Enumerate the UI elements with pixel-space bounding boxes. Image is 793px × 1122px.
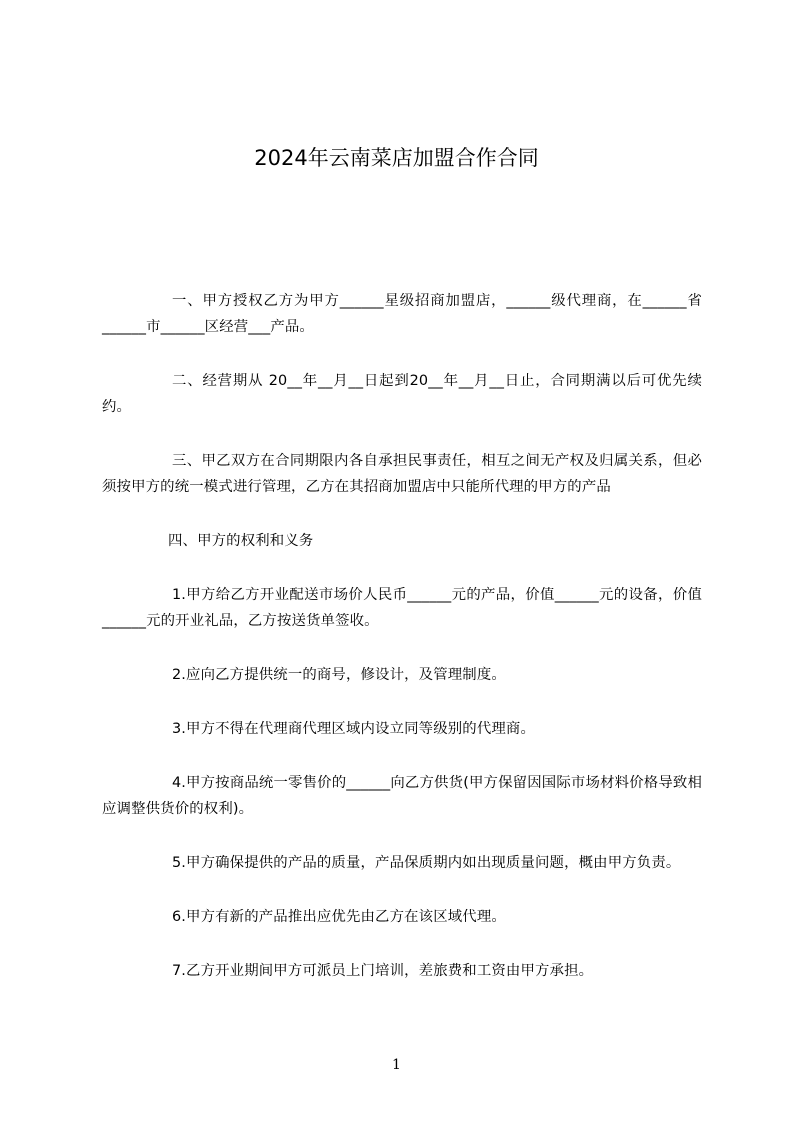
- list-item: 4.甲方按商品统一零售价的______向乙方供货(甲方保留因国际市场材料价格导致相应调整供货价的权利)。: [102, 775, 702, 817]
- page-title: 2024年云南菜店加盟合作合同: [254, 146, 539, 170]
- clause-3-liability: 三、甲乙双方在合同期限内各自承担民事责任，相互之间无产权及归属关系，但必须按甲方的统一模式进行管理，乙方在其招商加盟店中只能所代理的甲方的产品: [102, 453, 702, 495]
- list-item: 6.甲方有新的产品推出应优先由乙方在该区域代理。: [172, 909, 506, 925]
- list-item: 3.甲方不得在代理商代理区域内设立同等级别的代理商。: [172, 721, 536, 737]
- list-item: 5.甲方确保提供的产品的质量，产品保质期内如出现质量问题，概由甲方负责。: [172, 855, 681, 871]
- clause-2-term: 二、经营期从 20__年__月__日起到20__年__月__日止，合同期满以后可优先续约。: [102, 373, 702, 415]
- contract-body: [102, 288, 702, 984]
- list-item: 1.甲方给乙方开业配送市场价人民币______元的产品，价值______元的设备，价值______元的开业礼品，乙方按送货单签收。: [102, 587, 702, 629]
- clause-1-authorization: 一、甲方授权乙方为甲方______星级招商加盟店，______级代理商，在______省______市______区经营___产品。: [102, 293, 702, 335]
- page-number: 1: [392, 1057, 401, 1073]
- list-item: 7.乙方开业期间甲方可派员上门培训，差旅费和工资由甲方承担。: [172, 963, 594, 979]
- section-heading-party-a-rights: 四、甲方的权利和义务: [168, 533, 314, 549]
- list-item: 2.应向乙方提供统一的商号，修设计，及管理制度。: [172, 667, 506, 683]
